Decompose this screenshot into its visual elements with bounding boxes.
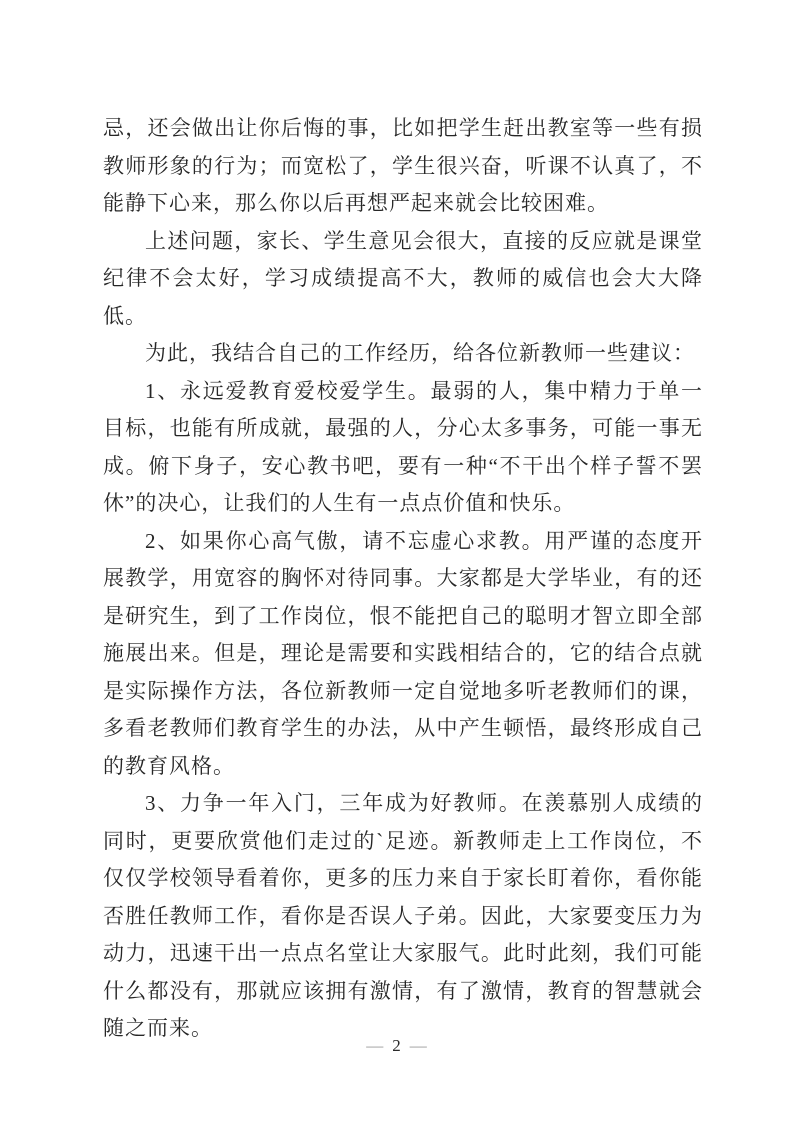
paragraph: 为此，我结合自己的工作经历，给各位新教师一些建议：: [145, 341, 695, 365]
text-block: [103, 110, 703, 1048]
page-number: 2: [392, 1036, 401, 1055]
footer-dash-left: —: [366, 1036, 384, 1055]
paragraph-item-1: 1、永远爱教育爱校爱学生。最弱的人，集中精力于单一目标，也能有所成就，最强的人，分心太多事务，可能一事无成。俯下身子，安心教书吧，要有一种“不干出个样子誓不罢休”的决心，让我们的人生有一点点价值和快乐。: [103, 378, 703, 515]
paragraph: 上述问题，家长、学生意见会很大，直接的反应就是课堂纪律不会太好，学习成绩提高不大，教师的威信也会大大降低。: [103, 228, 703, 328]
paragraph: 忌，还会做出让你后悔的事，比如把学生赶出教室等一些有损教师形象的行为；而宽松了，学生很兴奋，听课不认真了，不能静下心来，那么你以后再想严起来就会比较困难。: [103, 116, 703, 215]
paragraph-item-2: 2、如果你心高气傲，请不忘虚心求教。用严谨的态度开展教学，用宽容的胸怀对待同事。大家都是大学毕业，有的还是研究生，到了工作岗位，恨不能把自己的聪明才智立即全部施展出来。但是，理论是需要和实践相结合的，它的结合点就是实际操作方法，各位新教师一定自觉地多听老教师们的课，多看老教师们教育学生的办法，从中产生顿悟，最终形成自己的教育风格。: [103, 528, 703, 778]
footer-dash-right: —: [409, 1036, 427, 1055]
page-footer: [0, 1032, 793, 1060]
paragraph-item-3: 3、力争一年入门，三年成为好教师。在羡慕别人成绩的同时，更要欣赏他们走过的`足迹。新教师走上工作岗位，不仅仅学校领导看着你，更多的压力来自于家长盯着你，看你能否胜任教师工作，看你是否误人子弟。因此，大家要变压力为动力，迅速干出一点点名堂让大家服气。此时此刻，我们可能什么都没有，那就应该拥有激情，有了激情，教育的智慧就会随之而来。: [103, 791, 703, 1040]
